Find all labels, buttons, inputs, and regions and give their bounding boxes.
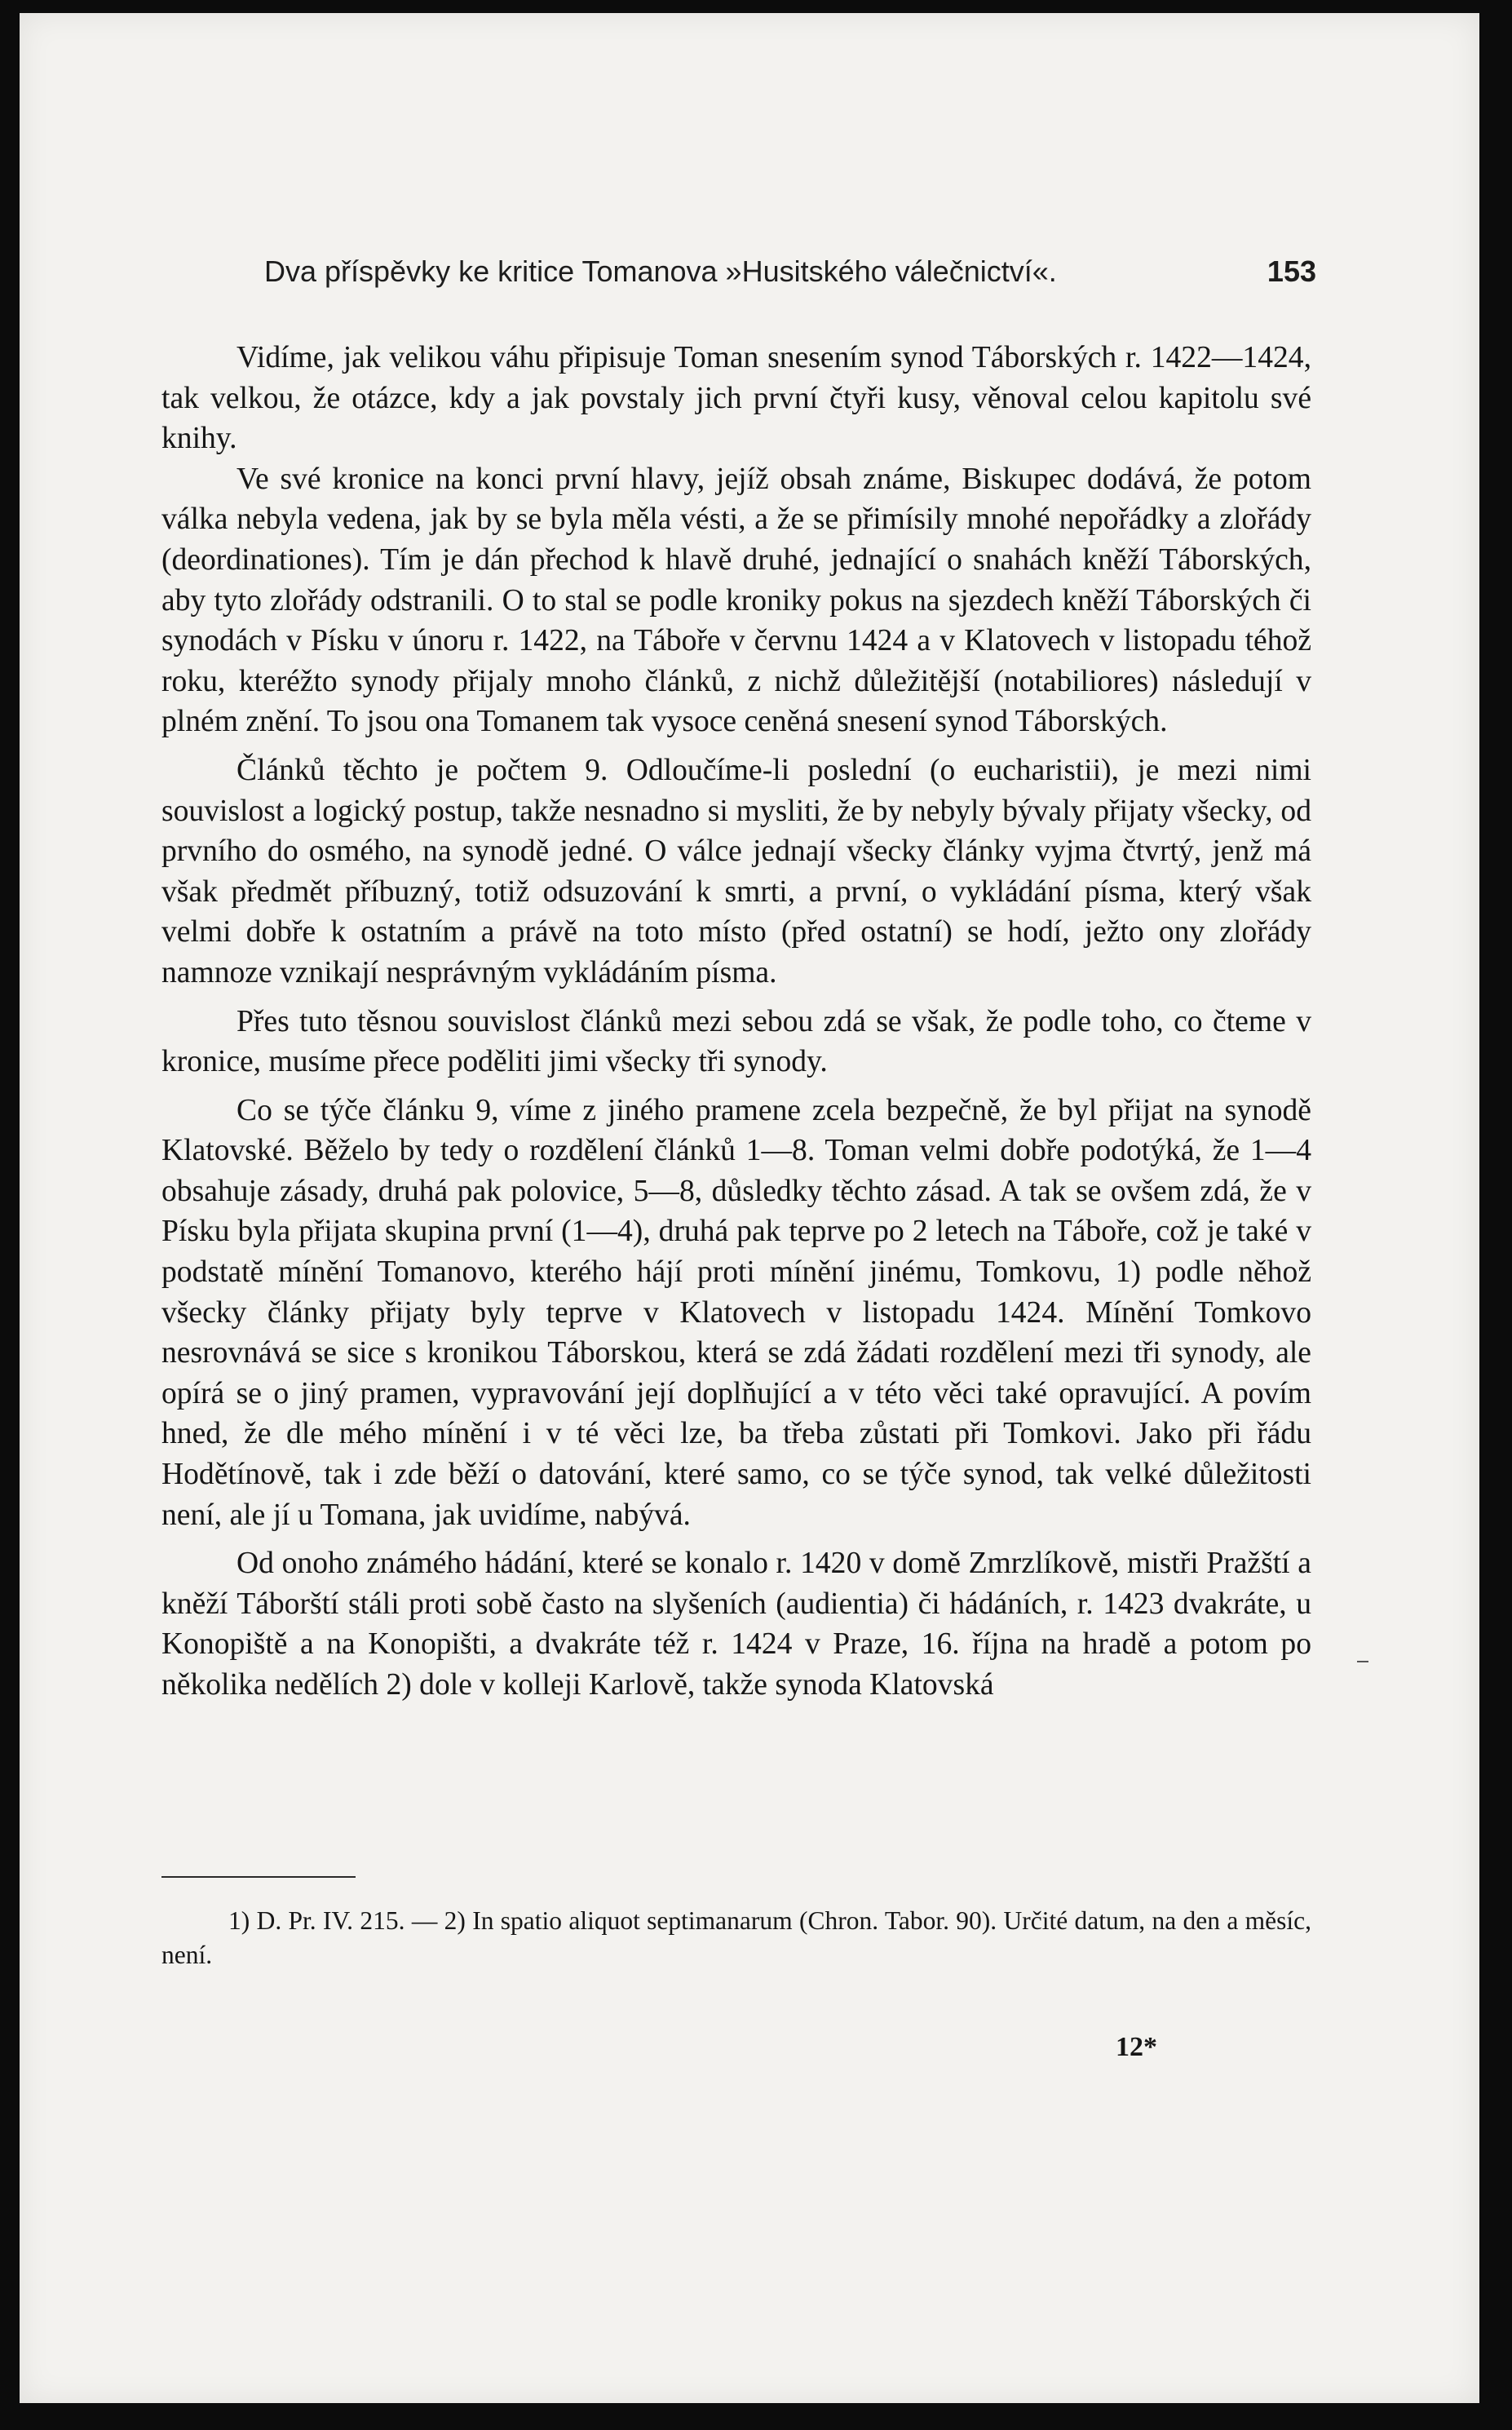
body-text <box>161 338 1311 1706</box>
footnote-divider <box>161 1876 356 1878</box>
paragraph: Vidíme, jak velikou váhu připisuje Toman snesením synod Táborských r. 1422—1424, tak velkou, že otázce, kdy a jak povstaly jich první čtyři kusy, věnoval celou kapitolu své knihy. <box>161 341 1311 456</box>
margin-tick <box>1357 1661 1368 1662</box>
footnotes <box>161 1904 1311 1972</box>
footnote: 1) D. Pr. IV. 215. — 2) In spatio aliquot septimanarum (Chron. Tabor. 90). Určité datum, na den a měsíc, není. <box>161 1906 1311 1969</box>
signature-mark: 12* <box>1116 2032 1157 2062</box>
paragraph: Článků těchto je počtem 9. Odloučíme-li poslední (o eucharistii), je mezi nimi souvislost a logický postup, takže nesnadno si mysliti, že by nebyly bývaly přijaty všecky, od prvního do osmého, na synodě jedné. O válce jednají všecky články vyjma čtvrtý, jenž má však předmět příbuzný, totiž odsuzování k smrti, a první, o vykládání písma, který však velmi dobře k ostatním a právě na toto místo (před ostatní) se hodí, ježto ony zlořády namnoze vznikají nesprávným vykládáním písma. <box>161 753 1311 989</box>
running-title: Dva příspěvky ke kritice Tomanova »Husitského válečnictví«. <box>264 255 1057 288</box>
running-header <box>264 255 1316 289</box>
paragraph: Ve své kronice na konci první hlavy, jejíž obsah známe, Biskupec dodává, že potom válka nebyla vedena, jak by se byla měla vésti, a že se přimísily mnohé nepořádky a zlořády (deordinationes). Tím je dán přechod k hlavě druhé, jednající o snahách kněží Táborských, aby tyto zlořády odstranili. O to stal se podle kroniky pokus na sjezdech kněží Táborských či synodách v Písku v únoru r. 1422, na Táboře v červnu 1424 a v Klatovech v listopadu téhož roku, kteréžto synody přijaly mnoho článků, z nichž důležitější (notabiliores) následují v plném znění. To jsou ona Tomanem tak vysoce ceněná snesení synod Táborských. <box>161 462 1311 739</box>
page-number: 153 <box>1267 255 1316 288</box>
paragraph: Co se týče článku 9, víme z jiného pramene zcela bezpečně, že byl přijat na synodě Klatovské. Běželo by tedy o rozdělení článků 1—8. Toman velmi dobře podotýká, že 1—4 obsahuje zásady, druhá pak polovice, 5—8, důsledky těchto zásad. A tak se ovšem zdá, že v Písku byla přijata skupina první (1—4), druhá pak teprve po 2 letech na Táboře, což je také v podstatě mínění Tomanovo, kterého hájí proti mínění jinému, Tomkovu, 1) podle něhož všecky články přijaty byly teprve v Klatovech v listopadu 1424. Mínění Tomkovo nesrovnává se sice s kronikou Táborskou, která se zdá žádati rozdělení mezi tři synody, ale opírá se o jiný pramen, vypravování její doplňující a v této věci také opravující. A povím hned, že dle mého mínění i v té věci lze, ba třeba zůstati při Tomkovi. Jako při řádu Hodětínově, tak i zde běží o datování, které samo, co se týče synod, tak velké důležitosti není, ale jí u Tomana, jak uvidíme, nabývá. <box>161 1093 1311 1532</box>
paragraph: Přes tuto těsnou souvislost článků mezi sebou zdá se však, že podle toho, co čteme v kronice, musíme přece poděliti jimi všecky tři synody. <box>161 1004 1311 1079</box>
scanned-page <box>20 13 1479 2403</box>
paragraph: Od onoho známého hádání, které se konalo r. 1420 v domě Zmrzlíkově, mistři Pražští a kněží Táborští stáli proti sobě často na slyšeních (audientia) či hádáních, r. 1423 dvakráte, u Konopiště a na Konopišti, a dvakráte též r. 1424 v Praze, 16. října na hradě a potom po několika nedělích 2) dole v kolleji Karlově, takže synoda Klatovská <box>161 1547 1311 1702</box>
